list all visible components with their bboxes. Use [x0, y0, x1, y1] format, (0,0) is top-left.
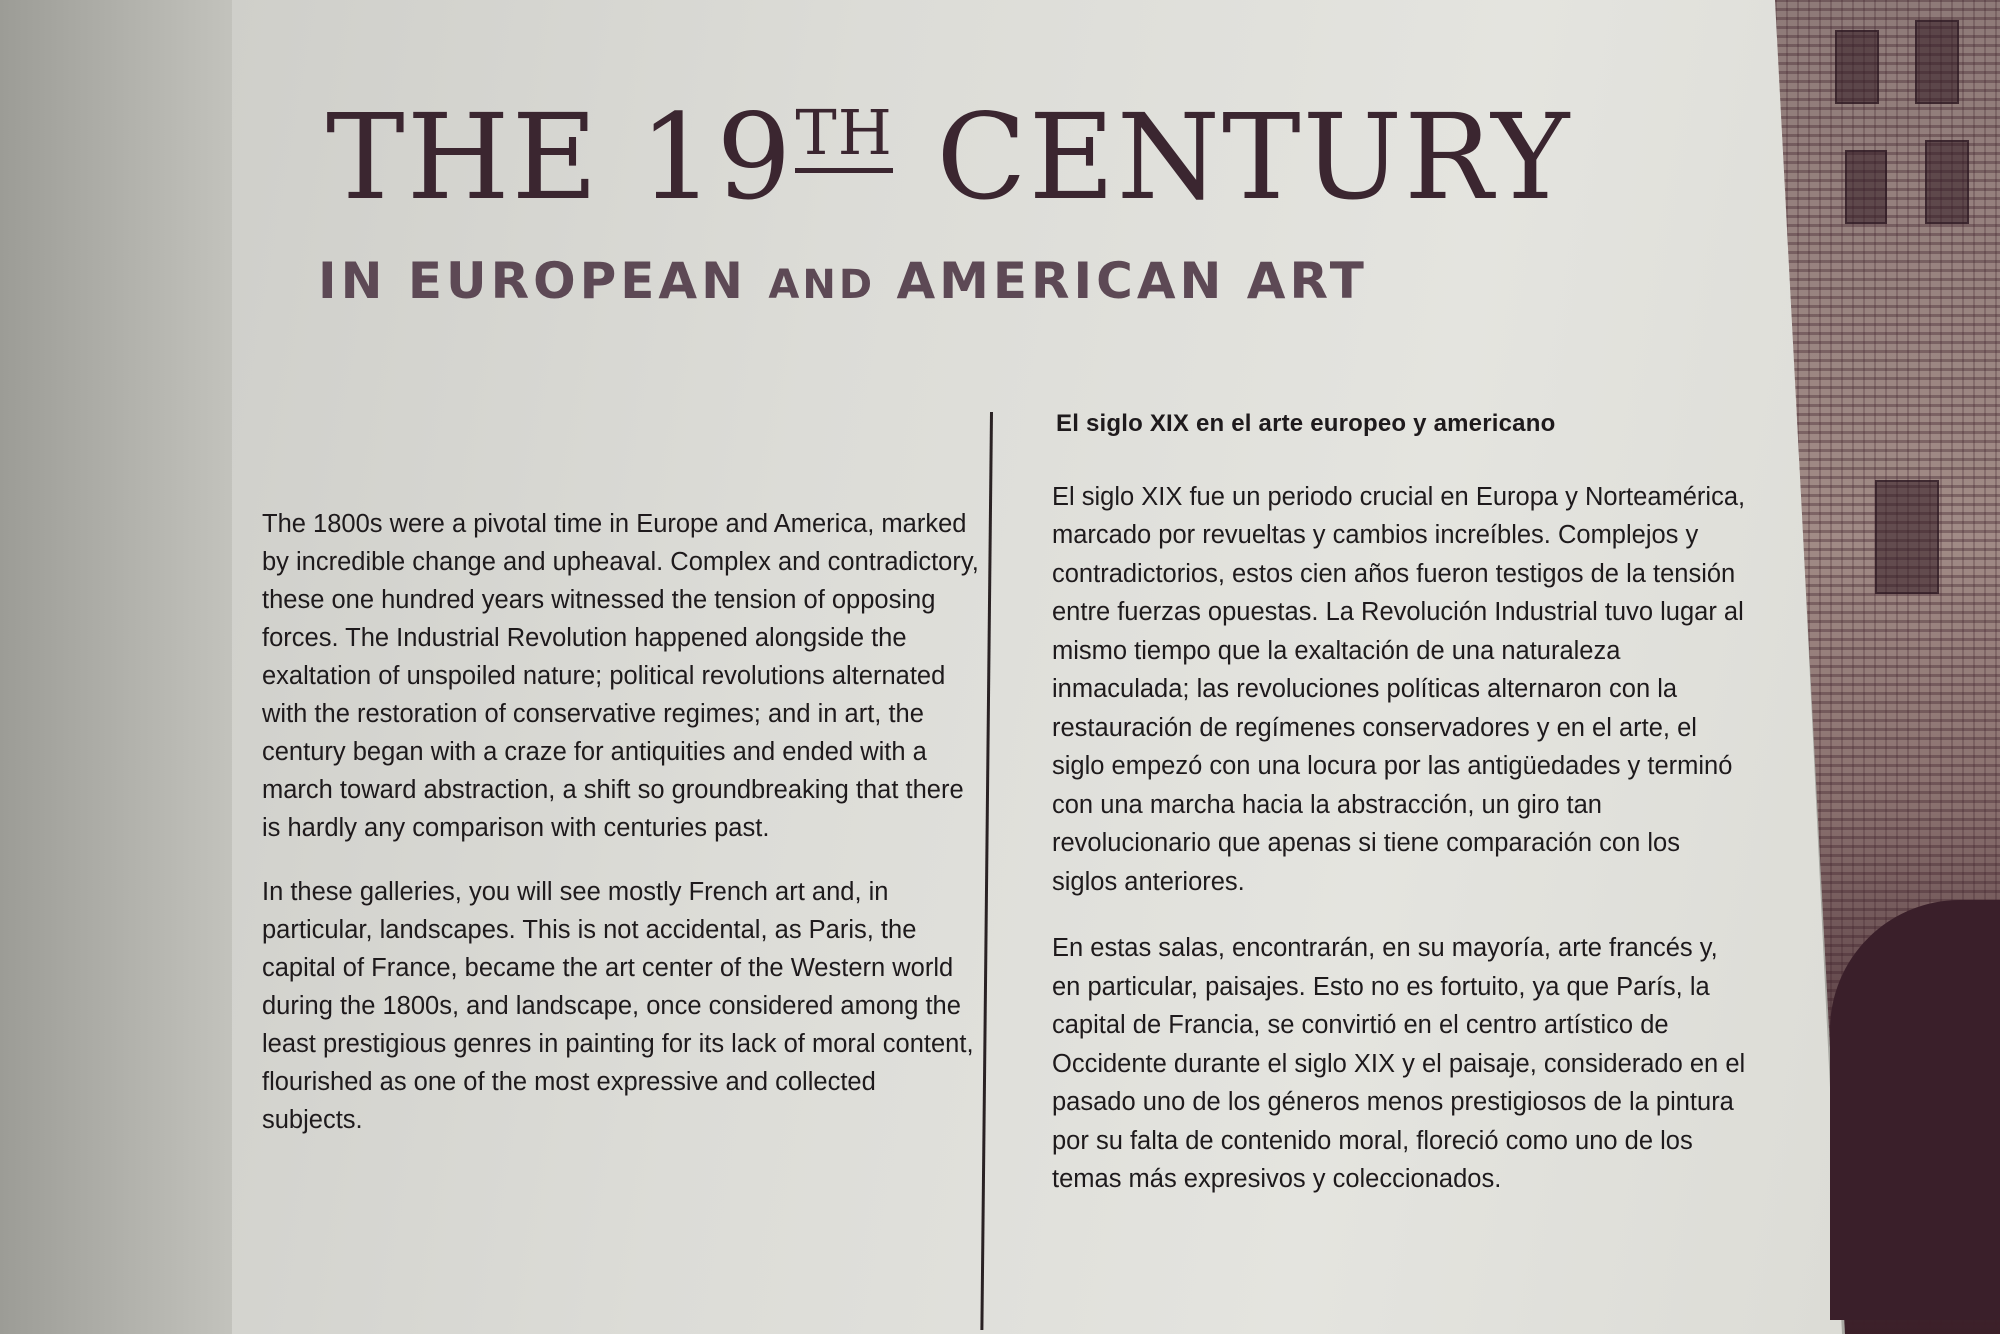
- subtitle-part-b: AND: [768, 262, 876, 308]
- page-subtitle: [318, 252, 1368, 310]
- artwork-window: [1875, 480, 1939, 594]
- spanish-text-column: [1052, 405, 1752, 1227]
- page-title: [326, 88, 1572, 226]
- spanish-heading: El siglo XIX en el arte europeo y americano: [1056, 410, 1556, 437]
- artwork-bridge-arch: [1830, 900, 2000, 1320]
- english-paragraph: The 1800s were a pivotal time in Europe and America, marked by incredible change and upheaval. Complex and contradictory, these one hundred years witnessed the tension of opposing forces. The Industrial Revolution happened alongside the exaltation of unspoiled nature; political revolutions alternated with the restoration of conservative regimes; and in art, the century began with a craze for antiquities and ended with a march toward abstraction, a shift so groundbreaking that there is hardly any comparison with centuries past.: [262, 510, 979, 842]
- artwork-window: [1915, 20, 1959, 104]
- wall-background: [0, 0, 240, 1334]
- english-text-column: [262, 505, 982, 1165]
- artwork-window: [1835, 30, 1879, 104]
- title-part-a: THE 19: [326, 88, 794, 226]
- english-paragraph: In these galleries, you will see mostly French art and, in particular, landscapes. This is not accidental, as Paris, the capital of France, became the art center of the Western world during the 1800s, and landscape, once considered among the least prestigious genres in painting for its lack of moral content, flourished as one of the most expressive and collected subjects.: [262, 878, 974, 1134]
- artwork-window: [1845, 150, 1887, 224]
- spanish-paragraph: En estas salas, encontrarán, en su mayoría, arte francés y, en particular, paisajes. Esto no es fortuito, ya que París, la capital de Francia, se convirtió en el centro artístico de Occidente durante el siglo XIX y el paisaje, considerado en el pasado uno de los géneros menos prestigiosos de la pintura por su falta de contenido moral, floreció como uno de los temas más expresivos y coleccionados.: [1052, 934, 1746, 1193]
- spanish-paragraph: El siglo XIX fue un periodo crucial en Europa y Norteamérica, marcado por revueltas y cambios increíbles. Complejos y contradictorios, estos cien años fueron testigos de la tensión entre fuerzas opuestas. La Revolución Industrial tuvo lugar al mismo tiempo que la exaltación de una naturaleza inmaculada; las revoluciones políticas alternaron con la restauración de regímenes conservadores y en el arte, el siglo empezó con una locura por las antigüedades y terminó con una marcha hacia la abstracción, un giro tan revolucionario que apenas si tiene comparación con los siglos anteriores.: [1052, 482, 1746, 896]
- artwork-window: [1925, 140, 1969, 224]
- title-part-b: CENTURY: [936, 88, 1572, 226]
- subtitle-part-a: IN EUROPEAN: [318, 252, 747, 310]
- subtitle-part-c: AMERICAN ART: [896, 252, 1368, 310]
- title-superscript: TH: [795, 102, 892, 173]
